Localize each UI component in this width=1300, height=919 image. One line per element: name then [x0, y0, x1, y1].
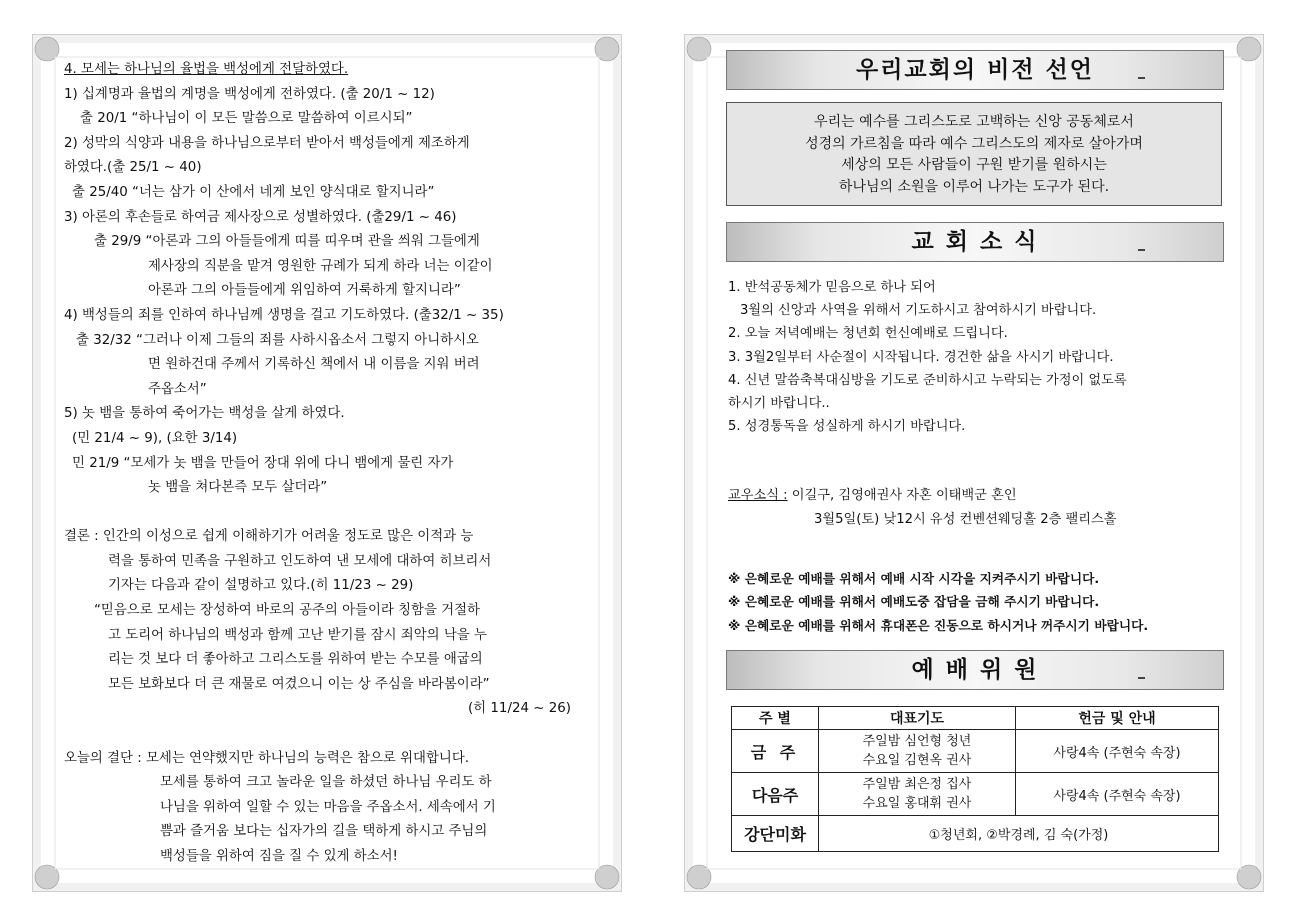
text-line: 기자는 다음과 같이 설명하고 있다.(히 11/23 ~ 29)	[108, 578, 414, 594]
news-line: 3월의 신앙과 사역을 위해서 기도하시고 참여하시기 바랍니다.	[740, 303, 1097, 319]
text-line: 4) 백성들의 죄를 인하여 하나님께 생명을 걸고 기도하였다. (출32/1 ~ 35)	[64, 307, 504, 323]
prayer-line: 수요일 김현옥 권사	[862, 753, 972, 768]
offering-cell: 사랑4속 (주현숙 속장)	[1016, 773, 1219, 816]
flower-value-cell: ①청년회, ②박경례, 김 숙(가정)	[819, 816, 1219, 852]
text-line: (히 11/24 ~ 26)	[468, 701, 572, 717]
section-heading: 4. 모세는 하나님의 율법을 백성에게 전달하였다.	[64, 62, 349, 77]
text-line: 아론과 그의 아들들에게 위임하여 거룩하게 할지니라”	[148, 283, 461, 299]
vision-line: 하나님의 소원을 이루어 나가는 도구가 된다.	[838, 178, 1110, 195]
week-cell: 금 주	[732, 730, 819, 773]
news-line: 3. 3월2일부터 사순절이 시작됩니다. 경건한 삶을 사시기 바랍니다.	[728, 349, 1114, 365]
vision-line: 우리는 예수를 그리스도로 고백하는 신앙 공동체로서	[814, 114, 1134, 130]
member-news	[728, 484, 1228, 507]
notice-line: ※ 은혜로운 예배를 위해서 예배도중 잡담을 금해 주시기 바랍니다.	[728, 594, 1100, 610]
text-line: 놋 뱀을 쳐다본즉 모두 살더라”	[148, 480, 328, 496]
duty-banner	[726, 650, 1224, 690]
text-line: 출 20/1 “하나님이 이 모든 말씀으로 말씀하여 이르시되”	[80, 111, 413, 127]
notice-line: ※ 은혜로운 예배를 위해서 예배 시작 시각을 지켜주시기 바랍니다.	[728, 571, 1100, 586]
text-line: 1) 십계명과 율법의 계명을 백성에게 전하였다. (출 20/1 ~ 12)	[64, 86, 435, 102]
text-line: 제사장의 직분을 맡겨 영원한 규례가 되게 하라 너는 이같이	[148, 258, 493, 274]
text-line: (민 21/4 ~ 9), (요한 3/14)	[72, 430, 238, 446]
news-line: 1. 반석공동체가 믿음으로 하나 되어	[728, 280, 936, 295]
worship-notices	[728, 567, 1148, 637]
prayer-line: 주일밤 심언형 청년	[862, 733, 972, 749]
text-line: 하였다.(출 25/1 ~ 40)	[64, 160, 202, 176]
col-header: 헌금 및 안내	[1016, 707, 1219, 730]
text-line: 결론 : 인간의 이성으로 쉽게 이해하기가 어려울 정도로 많은 이적과 능	[64, 529, 474, 545]
text-line: 백성들을 위하여 짐을 질 수 있게 하소서!	[160, 849, 398, 864]
news-line: 하시기 바랍니다..	[728, 396, 830, 412]
text-line: 모세를 통하여 크고 놀라운 일을 하셨던 하나님 우리도 하	[160, 775, 492, 791]
prayer-cell	[819, 730, 1016, 773]
text-line: 면 원하건대 주께서 기록하신 책에서 내 이름을 지워 버려	[148, 357, 480, 373]
text-line: 력을 통하여 민족을 구원하고 인도하여 낸 모세에 대하여 히브리서	[108, 553, 492, 569]
church-news	[728, 276, 1228, 531]
vision-line: 성경의 가르침을 따라 예수 그리스도의 제자로 살아가며	[805, 135, 1143, 152]
sermon-text	[64, 58, 594, 870]
text-line: 출 32/32 “그러나 이제 그들의 죄를 사하시옵소서 그렇지 아니하시오	[76, 332, 479, 348]
news-line: 4. 신년 말씀축복대심방을 기도로 준비하시고 누락되는 가정이 없도록	[728, 372, 1127, 388]
text-line: 민 21/9 “모세가 놋 뱀을 만들어 장대 위에 다니 뱀에게 물린 자가	[72, 455, 454, 471]
text-line: 고 도리어 하나님의 백성과 함께 고난 받기를 잠시 죄악의 낙을 누	[108, 627, 487, 643]
vision-banner	[726, 50, 1224, 90]
offering-cell: 사랑4속 (주현숙 속장)	[1016, 730, 1219, 773]
member-news-detail: 3월5일(토) 낮12시 유성 컨벤션웨딩홀 2층 팰리스홀	[814, 511, 1117, 527]
text-line: 리는 것 보다 더 좋아하고 그리스도를 위하여 받는 수모를 애굽의	[108, 652, 483, 668]
vision-box	[726, 102, 1222, 206]
prayer-line: 주일밤 최은정 집사	[862, 776, 972, 792]
table-row	[732, 730, 1219, 773]
text-line: “믿음으로 모세는 장성하여 바로의 공주의 아들이라 칭함을 거절하	[94, 603, 480, 619]
col-header: 대표기도	[819, 707, 1016, 730]
text-line: 출 29/9 “아론과 그의 아들들에게 띠를 띠우며 관을 씌워 그들에게	[94, 234, 480, 250]
news-title: 교 회 소 식	[911, 229, 1039, 255]
text-line: 모든 보화보다 더 큰 재물로 여겼으니 이는 상 주심을 바라봄이라”	[108, 676, 490, 692]
text-line: 주옵소서”	[148, 381, 207, 397]
worship-duty-table	[731, 706, 1219, 852]
member-news-label: 교우소식 :	[728, 488, 788, 504]
text-line: 쁨과 즐거움 보다는 십자가의 길을 택하게 하시고 주님의	[160, 824, 488, 840]
member-news-text: 이길구, 김영애권사 자혼 이태백군 혼인	[787, 488, 1017, 504]
week-cell: 다음주	[732, 773, 819, 816]
blank-line	[64, 722, 594, 747]
table-row	[732, 816, 1219, 852]
col-header: 주 별	[732, 707, 819, 730]
text-line: 2) 성막의 식양과 내용을 하나님으로부터 받아서 백성들에게 제조하게	[64, 135, 470, 151]
prayer-cell	[819, 773, 1016, 816]
flower-label-cell: 강단미화	[732, 816, 819, 852]
table-row	[732, 773, 1219, 816]
news-line: 2. 오늘 저녁예배는 청년회 헌신예배로 드립니다.	[728, 326, 1008, 342]
duty-title: 예 배 위 원	[911, 657, 1039, 683]
text-line: 5) 놋 뱀을 통하여 죽어가는 백성을 살게 하였다.	[64, 406, 345, 422]
news-banner	[726, 222, 1224, 262]
text-line: 나님을 위하여 일할 수 있는 마음을 주옵소서. 세속에서 기	[160, 799, 496, 815]
blank-line	[64, 501, 594, 526]
news-line: 5. 성경통독을 성실하게 하시기 바랍니다.	[728, 419, 966, 435]
text-line: 3) 아론의 후손들로 하여금 제사장으로 성별하였다. (출29/1 ~ 46)	[64, 209, 457, 225]
prayer-line: 수요일 홍대휘 권사	[862, 796, 972, 811]
vision-line: 세상의 모든 사람들이 구원 받기를 원하시는	[841, 157, 1107, 173]
vision-title: 우리교회의 비전 선언	[856, 57, 1094, 83]
table-header-row	[732, 707, 1219, 730]
notice-line: ※ 은혜로운 예배를 위해서 휴대폰은 진동으로 하시거나 꺼주시기 바랍니다.	[728, 617, 1149, 633]
text-line: 오늘의 결단 : 모세는 연약했지만 하나님의 능력은 참으로 위대합니다.	[64, 750, 470, 766]
text-line: 출 25/40 “너는 삼가 이 산에서 네게 보인 양식대로 할지니라”	[72, 184, 435, 200]
